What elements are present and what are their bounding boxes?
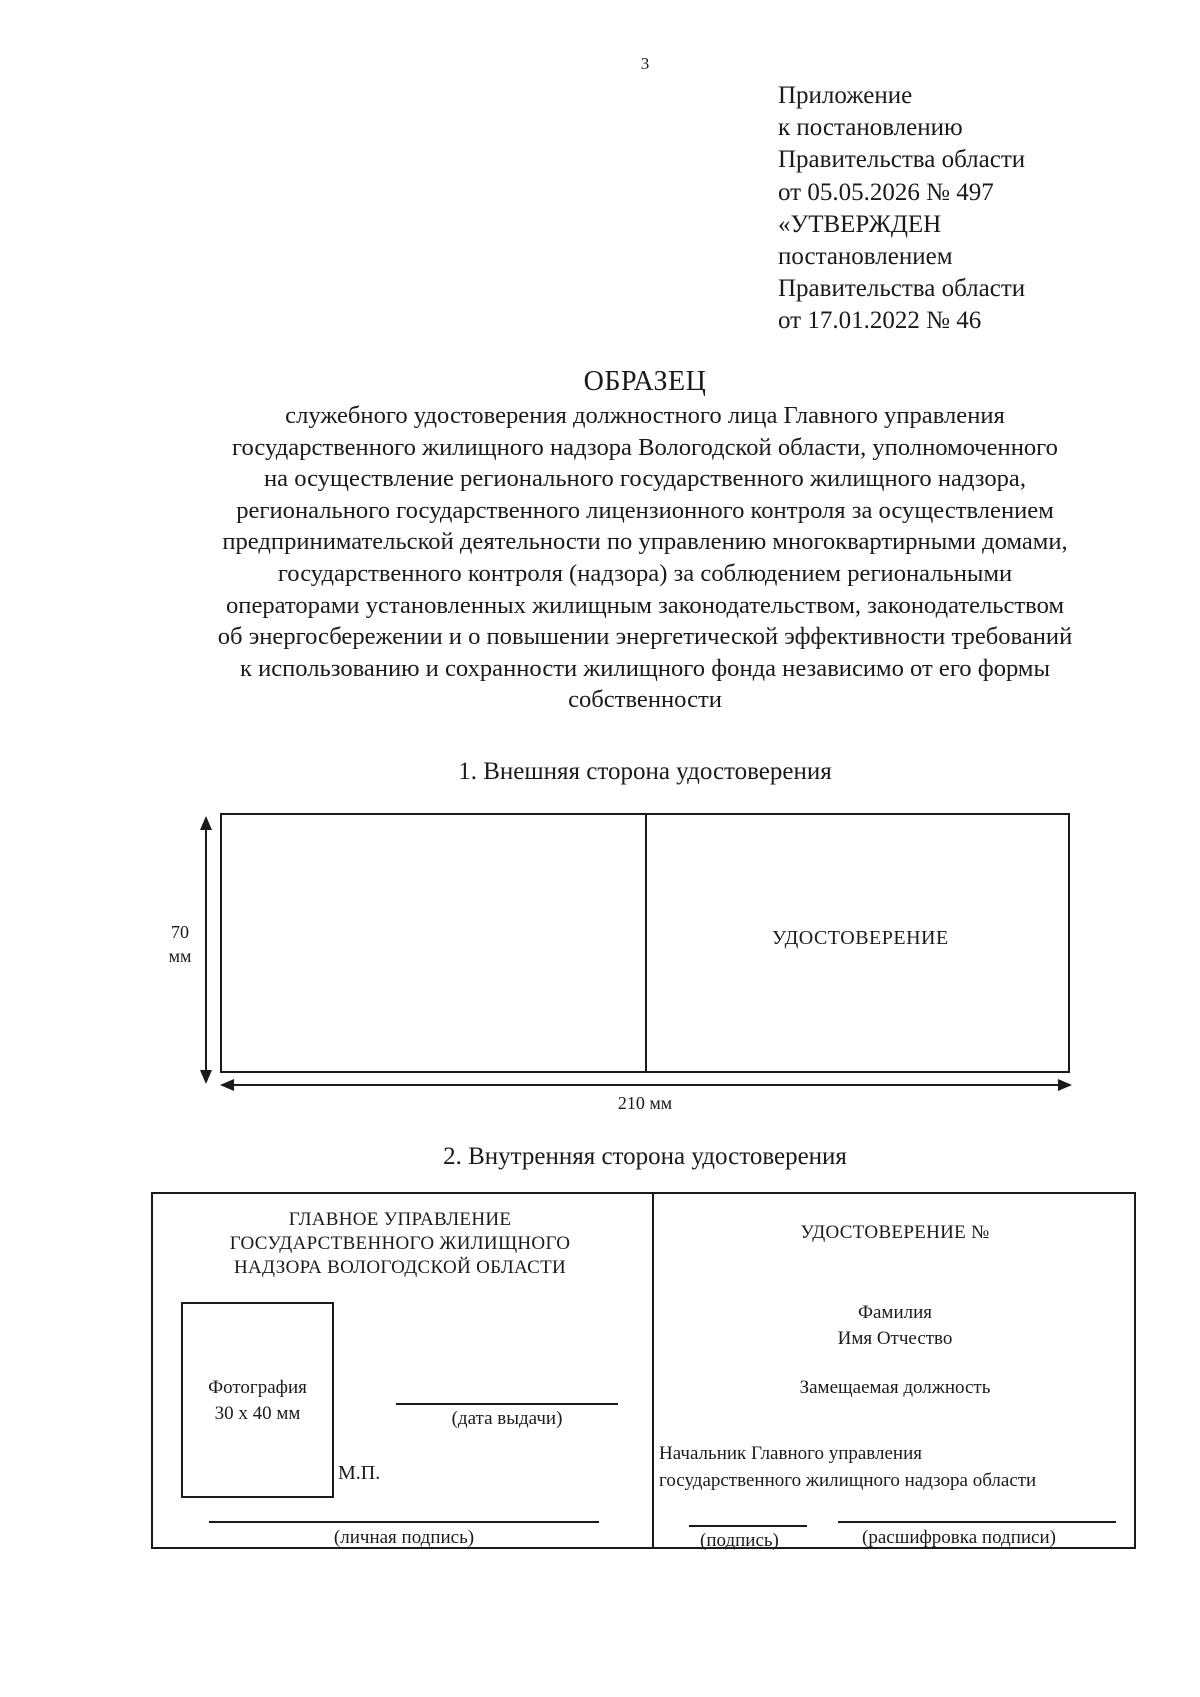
organization-line: ГЛАВНОЕ УПРАВЛЕНИЕ bbox=[288, 1209, 512, 1230]
description-line: собственности bbox=[568, 686, 722, 714]
inner-side-heading: 2. Внутренняя сторона удостоверения bbox=[443, 1143, 847, 1170]
approval-line: Приложение bbox=[778, 82, 913, 109]
page-number: 3 bbox=[640, 54, 650, 73]
signature-label: (подпись) bbox=[700, 1530, 779, 1551]
description-line: государственного контроля (надзора) за соблюдением региональными bbox=[277, 559, 1013, 587]
photo-caption-line: 30 х 40 мм bbox=[214, 1403, 301, 1424]
width-dimension-arrow bbox=[220, 1077, 1072, 1093]
cover-text: УДОСТОВЕРЕНИЕ bbox=[772, 927, 949, 949]
approval-line: от 05.05.2026 № 497 bbox=[778, 178, 994, 206]
personal-signature-label: (личная подпись) bbox=[333, 1527, 475, 1548]
issue-date-line bbox=[396, 1403, 618, 1405]
holder-name bbox=[654, 1300, 1136, 1352]
description-line: на осуществление регионального государственного жилищного надзора, bbox=[264, 465, 1026, 493]
signature-line bbox=[689, 1525, 807, 1527]
stamp-label: М.П. bbox=[338, 1462, 381, 1484]
description-line: регионального государственного лицензионного контроля за осуществлением bbox=[236, 496, 1054, 524]
issue-date-label: (дата выдачи) bbox=[451, 1408, 563, 1429]
signature-decode-label: (расшифровка подписи) bbox=[862, 1527, 1056, 1548]
approval-line: Правительства области bbox=[778, 146, 1026, 174]
description-line: операторами установленных жилищным законодательством, законодательством bbox=[225, 591, 1065, 619]
height-unit: мм bbox=[168, 946, 192, 966]
outer-side-heading: 1. Внешняя сторона удостоверения bbox=[458, 758, 832, 785]
width-dimension-label: 210 мм bbox=[617, 1093, 673, 1113]
description-line: государственного жилищного надзора Вологодской области, уполномоченного bbox=[232, 433, 1058, 461]
signature-decode-line bbox=[838, 1521, 1116, 1523]
personal-signature-line bbox=[209, 1521, 599, 1523]
approval-line: «УТВЕРЖДЕН bbox=[778, 210, 942, 238]
description-line: об энергосбережении и о повышении энергетической эффективности требований bbox=[217, 623, 1073, 651]
document-description bbox=[140, 400, 1150, 716]
head-title-line: государственного жилищного надзора области bbox=[659, 1470, 1037, 1491]
approval-line: Правительства области bbox=[778, 275, 1026, 303]
surname-label: Фамилия bbox=[857, 1302, 933, 1323]
head-title-line: Начальник Главного управления bbox=[659, 1443, 923, 1464]
approval-line: постановлением bbox=[778, 243, 953, 271]
position-label: Замещаемая должность bbox=[799, 1377, 991, 1398]
height-dimension-label bbox=[160, 920, 200, 968]
given-names-label: Имя Отчество bbox=[837, 1328, 953, 1349]
inner-side-fold-line bbox=[652, 1192, 654, 1549]
approval-block bbox=[778, 80, 1025, 338]
description-line: служебного удостоверения должностного лица Главного управления bbox=[285, 402, 1005, 429]
organization-line: ГОСУДАРСТВЕННОГО ЖИЛИЩНОГО bbox=[229, 1233, 571, 1254]
approval-line: к постановлению bbox=[778, 114, 963, 142]
height-value: 70 bbox=[171, 922, 189, 942]
photo-caption-line: Фотография bbox=[208, 1377, 307, 1398]
approval-line: от 17.01.2022 № 46 bbox=[778, 307, 982, 335]
organization-line: НАДЗОРА ВОЛОГОДСКОЙ ОБЛАСТИ bbox=[233, 1257, 566, 1278]
organization-name bbox=[160, 1208, 640, 1280]
document-title: ОБРАЗЕЦ bbox=[583, 366, 707, 397]
photo-caption bbox=[181, 1375, 334, 1427]
description-line: к использованию и сохранности жилищного фонда независимо от его формы bbox=[239, 654, 1051, 682]
certificate-number-label: УДОСТОВЕРЕНИЕ № bbox=[800, 1222, 990, 1243]
outer-side-fold-line bbox=[645, 813, 647, 1073]
head-title bbox=[659, 1440, 1036, 1494]
description-line: предпринимательской деятельности по управлению многоквартирными домами, bbox=[222, 528, 1068, 556]
